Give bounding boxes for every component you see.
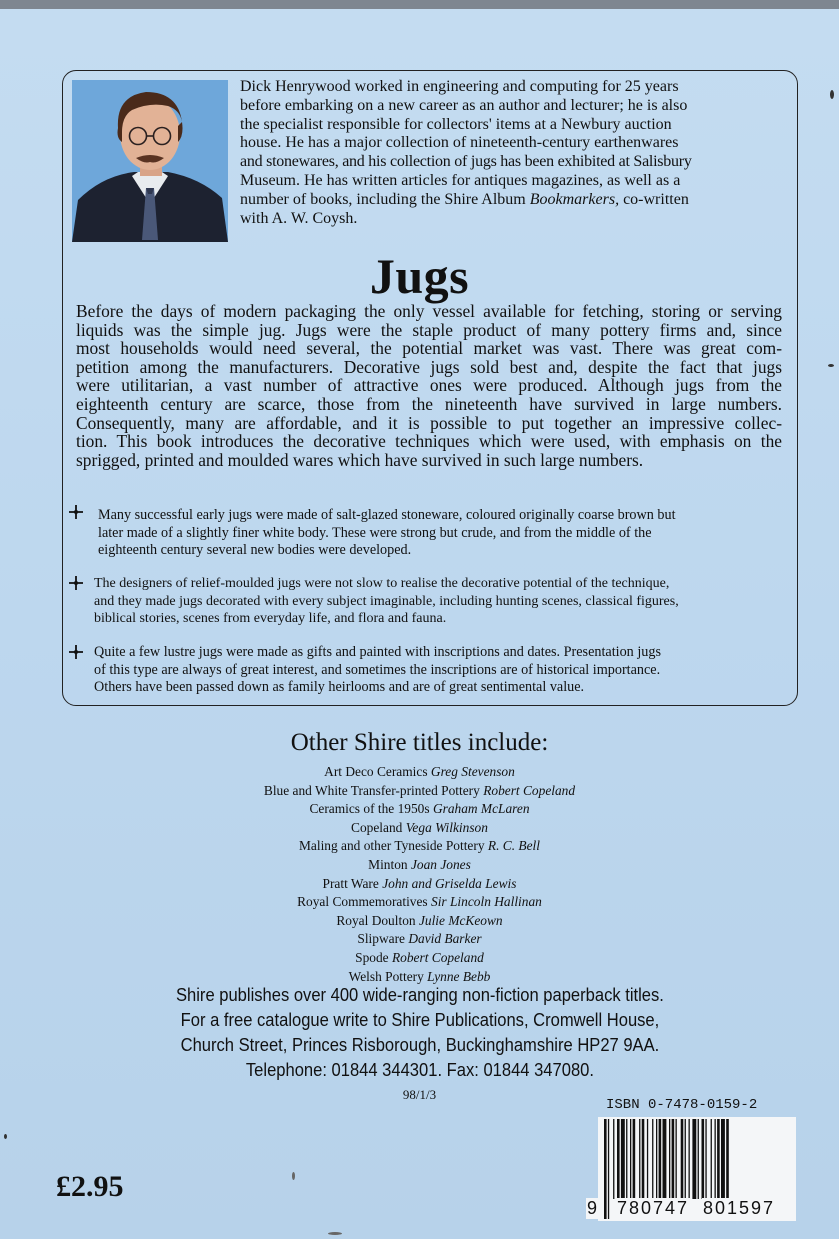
barcode-digits-left: 780747 [617,1198,690,1218]
barcode-bar [621,1119,625,1199]
other-title-name: Royal Doulton [336,912,416,928]
price: £2.95 [56,1170,124,1203]
bullet-line: later made of a slightly finer white body. These were strong but crude, and from the middle of the [98,524,652,541]
bullet-line: The designers of relief-moulded jugs were not slow to realise the decorative potential of the technique, [94,576,670,591]
other-title-item [0,875,839,894]
other-title-author: R. C. Bell [487,838,540,854]
barcode-bar [692,1119,696,1199]
bio-line: the specialist responsible for collectors' items at a Newbury auction [240,115,672,133]
other-title-author: Sir Lincoln Hallinan [431,894,542,910]
other-title-item [0,949,839,968]
bio-text: co-written [619,190,689,208]
bio-book-title: Bookmarkers, [529,190,620,208]
barcode-bar [685,1119,686,1199]
publisher-line: Shire publishes over 400 wide-ranging non-fiction paperback titles. [175,985,664,1005]
barcode-digit-first: 9 [587,1198,600,1218]
other-title-author: Graham McLaren [432,801,530,817]
barcode-bar [676,1119,677,1199]
other-title-author: Greg Stevenson [430,764,515,779]
scuff-mark [328,1232,342,1235]
barcode-bar [626,1119,627,1199]
intro-line: most households would need several, the potential market was vast. There was great com- [76,338,782,359]
scuff-mark [292,1172,295,1180]
other-title-item [0,930,839,949]
other-titles-list [0,763,839,986]
barcode-bar [656,1119,657,1199]
other-title-name: Blue and White Transfer-printed Pottery [263,782,480,798]
intro-line: tion. This book introduces the decorative techniques which were used, with emphasis on the [76,431,782,452]
author-photo [72,80,228,242]
bullet-text [98,507,783,560]
publisher-line: For a free catalogue write to Shire Publications, Cromwell House, [180,1010,660,1030]
other-title-name: Minton [368,856,408,872]
scuff-mark [828,364,834,367]
author-bio [240,78,785,228]
barcode-bar [647,1119,648,1199]
barcode-bar [717,1119,720,1199]
intro-line: eighteenth century are scarce, those from the nineteenth have survived in large numbers. [76,393,782,414]
other-title-name: Pratt Ware [322,875,379,891]
other-title-name: Art Deco Ceramics [324,764,428,779]
barcode-bar [689,1119,690,1199]
intro-line: Consequently, many are affordable, and it is possible to put together an impressive collec- [76,412,782,433]
barcode-bar [672,1119,675,1199]
other-title-name: Royal Commemoratives [297,894,428,910]
intro-line: sprigged, printed and moulded wares which have survived in such large numbers. [76,449,644,470]
cross-bullet-icon [68,575,84,591]
other-title-name: Ceramics of the 1950s [309,801,430,817]
other-title-author: Vega Wilkinson [405,819,488,835]
bullet-text [94,644,784,697]
barcode-bar [681,1119,684,1199]
other-title-item [0,800,839,819]
bio-text: number of books, including the Shire Album [240,190,530,208]
other-title-item [0,893,839,912]
bullet-line: of this type are always of great interest, and sometimes the inscriptions are of historical importance. [94,661,661,678]
publisher-line: Church Street, Princes Risborough, Buckinghamshire HP27 9AA. [180,1035,660,1055]
bullet-line: biblical stories, scenes from everyday life, and flora and fauna. [94,611,447,627]
other-title-item [0,856,839,875]
other-title-name: Spode [355,949,389,965]
other-title-author: Robert Copeland [483,782,576,798]
barcode-bar [613,1119,614,1199]
barcode-number [586,1198,800,1222]
bio-line: and stonewares, and his collection of jugs has been exhibited at Salisbury [240,153,692,171]
top-edge [0,0,839,9]
other-title-name: Welsh Pottery [348,968,424,984]
barcode-bar [721,1119,725,1199]
intro-line: liquids was the simple jug. Jugs were the staple product of many pottery firms and, since [76,319,782,340]
barcode-bar [642,1119,645,1199]
other-titles-heading: Other Shire titles include: [290,729,549,756]
intro-line: were utilitarian, a vast number of attractive ones were produced. Although jugs from the [76,375,782,396]
other-title-name: Maling and other Tyneside Pottery [299,838,485,854]
intro-line: Before the days of modern packaging the only vessel available for fetching, storing or serving [76,301,782,321]
barcode-bar [698,1119,699,1199]
other-title-name: Copeland [351,819,403,835]
print-code: 98/1/3 [402,1087,437,1102]
barcode-bar [663,1119,667,1199]
cross-bullet-icon [68,644,84,660]
book-title: Jugs [369,248,470,304]
scuff-mark [4,1134,7,1139]
other-title-author: David Barker [408,931,482,947]
other-title-author: Robert Copeland [391,949,484,965]
bullet-line: Others have been passed down as family heirlooms and are of great sentimental value. [94,679,585,696]
other-title-item [0,782,839,801]
barcode-bar [705,1119,706,1199]
barcode-bar [617,1119,620,1199]
barcode-bar [702,1119,705,1199]
other-title-author: John and Griselda Lewis [382,875,517,891]
other-title-item [0,763,839,782]
other-title-name: Slipware [357,931,405,947]
bio-line: with A. W. Coysh. [240,209,358,227]
barcode-bar [715,1119,716,1199]
scuff-mark [830,90,834,99]
barcode-bar [630,1119,631,1199]
bullet-line: Many successful early jugs were made of salt-glazed stoneware, coloured originally coarse brown but [98,507,676,523]
other-title-author: Julie McKeown [418,912,503,928]
barcode-bar [652,1119,653,1199]
bullet-line: eighteenth century several new bodies were developed. [98,542,412,559]
other-title-item [0,912,839,931]
bio-line: Dick Henrywood worked in engineering and computing for 25 years [240,78,679,95]
cross-bullet-icon [68,504,84,520]
bio-line: house. He has a major collection of nineteenth-century earthenwares [240,134,679,152]
other-title-item [0,819,839,838]
intro-line: petition among the manufacturers. Decorative jugs sold best and, despite the fact that jugs [76,356,782,377]
bio-line [240,191,785,210]
bullet-line: and they made jugs decorated with every subject imaginable, including hunting scenes, classical figures, [94,593,679,609]
bio-line: before embarking on a new career as an author and lecturer; he is also [240,96,688,114]
other-title-author: Joan Jones [410,856,471,872]
other-title-author: Lynne Bebb [427,968,491,984]
bullet-text [94,575,784,628]
publisher-line: Telephone: 01844 344301. Fax: 01844 347080. [245,1060,594,1080]
barcode-digits-right: 801597 [703,1198,776,1218]
barcode-bar [711,1119,712,1199]
publisher-info [34,983,806,1083]
barcode-bar [639,1119,640,1199]
bio-line: Museum. He has written articles for antiques magazines, as well as a [240,171,681,189]
barcode-bar [659,1119,662,1199]
isbn-label: ISBN 0-7478-0159-2 [606,1097,758,1113]
other-title-item [0,837,839,856]
intro-paragraph [76,302,782,469]
bullet-line: Quite a few lustre jugs were made as gifts and painted with inscriptions and dates. Presentation jugs [94,644,661,660]
barcode-bar [633,1119,636,1199]
